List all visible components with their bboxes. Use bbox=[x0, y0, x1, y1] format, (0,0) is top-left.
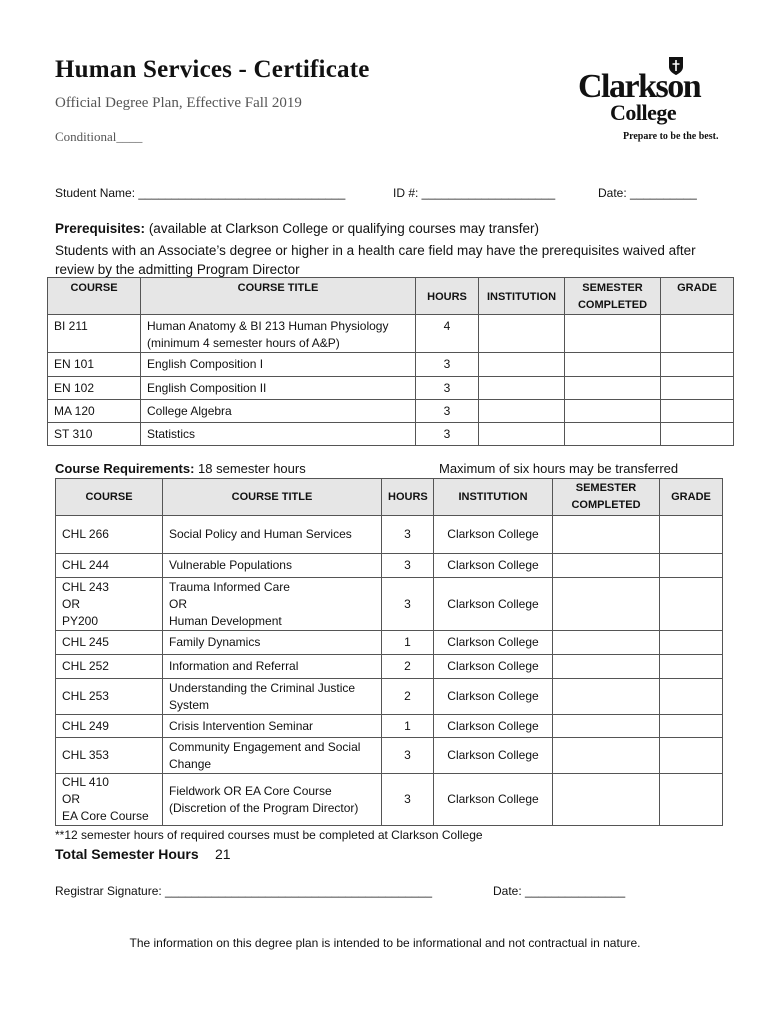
prerequisites-heading-note: (available at Clarkson College or qualifying courses may transfer) bbox=[148, 221, 539, 236]
table-row bbox=[56, 578, 723, 631]
course-title bbox=[163, 578, 382, 631]
course-title: Crisis Intervention Seminar bbox=[163, 715, 382, 738]
semester-cell[interactable] bbox=[553, 516, 660, 554]
grade-cell[interactable] bbox=[661, 353, 734, 377]
course-code bbox=[56, 578, 163, 631]
col-hours: HOURS bbox=[382, 479, 434, 516]
course-title: English Composition II bbox=[141, 377, 416, 400]
institution-cell[interactable] bbox=[479, 400, 565, 423]
course-title-line: OR bbox=[169, 596, 187, 611]
course-code: CHL 353 bbox=[56, 738, 163, 774]
course-hours: 3 bbox=[382, 738, 434, 774]
course-code: EN 102 bbox=[48, 377, 141, 400]
semester-cell[interactable] bbox=[553, 774, 660, 826]
required-hours-footnote: **12 semester hours of required courses must be completed at Clarkson College bbox=[55, 828, 483, 842]
course-title bbox=[163, 738, 382, 774]
disclaimer: The information on this degree plan is intended to be informational and not contractual in nature. bbox=[129, 936, 641, 950]
table-row bbox=[56, 631, 723, 655]
course-hours: 3 bbox=[416, 423, 479, 446]
course-code: MA 120 bbox=[48, 400, 141, 423]
course-hours: 4 bbox=[416, 315, 479, 353]
course-institution: Clarkson College bbox=[434, 554, 553, 578]
logo-name: Clarkson bbox=[578, 68, 701, 105]
table-row bbox=[56, 774, 723, 826]
course-code: CHL 244 bbox=[56, 554, 163, 578]
course-title-line: Human Development bbox=[169, 613, 282, 628]
course-institution: Clarkson College bbox=[434, 631, 553, 655]
course-code-line: EA Core Course bbox=[62, 809, 149, 823]
course-hours: 3 bbox=[416, 400, 479, 423]
registrar-date-field[interactable]: Date: _______________ bbox=[493, 884, 626, 898]
course-hours: 1 bbox=[382, 715, 434, 738]
semester-cell[interactable] bbox=[565, 423, 661, 446]
table-row bbox=[48, 377, 734, 400]
grade-cell[interactable] bbox=[661, 400, 734, 423]
course-title bbox=[141, 315, 416, 353]
grade-cell[interactable] bbox=[661, 377, 734, 400]
course-code: CHL 245 bbox=[56, 631, 163, 655]
course-title-line: Change bbox=[169, 756, 212, 771]
col-course-title: COURSE TITLE bbox=[141, 278, 416, 315]
table-row bbox=[48, 423, 734, 446]
col-course: COURSE bbox=[56, 479, 163, 516]
semester-cell[interactable] bbox=[553, 738, 660, 774]
prerequisites-heading bbox=[55, 221, 539, 236]
course-institution: Clarkson College bbox=[434, 679, 553, 715]
course-hours: 3 bbox=[382, 578, 434, 631]
course-title bbox=[163, 679, 382, 715]
course-institution: Clarkson College bbox=[434, 578, 553, 631]
course-title: Statistics bbox=[141, 423, 416, 446]
registrar-signature-field[interactable]: Registrar Signature: ________________________________________ bbox=[55, 884, 433, 898]
course-title-line: Understanding the Criminal Justice bbox=[169, 680, 356, 695]
course-institution: Clarkson College bbox=[434, 774, 553, 826]
course-hours: 3 bbox=[382, 554, 434, 578]
course-title: Vulnerable Populations bbox=[163, 554, 382, 578]
semester-cell[interactable] bbox=[565, 315, 661, 353]
col-institution: INSTITUTION bbox=[479, 278, 565, 315]
table-row bbox=[48, 400, 734, 423]
table-row bbox=[56, 554, 723, 578]
requirements-heading bbox=[55, 461, 306, 476]
course-title-line: Community Engagement and Social bbox=[169, 739, 361, 754]
col-grade: GRADE bbox=[660, 479, 723, 516]
requirements-table bbox=[55, 478, 723, 826]
requirements-hours: 18 semester hours bbox=[198, 461, 306, 476]
course-hours: 2 bbox=[382, 655, 434, 679]
page-title: Human Services - Certificate bbox=[55, 56, 370, 83]
semester-cell[interactable] bbox=[553, 554, 660, 578]
course-code: CHL 266 bbox=[56, 516, 163, 554]
table-row bbox=[48, 353, 734, 377]
institution-cell[interactable] bbox=[479, 377, 565, 400]
table-row bbox=[56, 655, 723, 679]
course-institution: Clarkson College bbox=[434, 738, 553, 774]
course-title: English Composition I bbox=[141, 353, 416, 377]
course-title-line: System bbox=[169, 697, 210, 712]
clarkson-college-logo bbox=[578, 56, 723, 146]
semester-cell[interactable] bbox=[553, 631, 660, 655]
course-code: ST 310 bbox=[48, 423, 141, 446]
course-code-line: CHL 243 bbox=[62, 579, 109, 594]
course-institution: Clarkson College bbox=[434, 655, 553, 679]
semester-cell[interactable] bbox=[565, 377, 661, 400]
col-semester-completed: SEMESTER COMPLETED bbox=[553, 479, 660, 516]
course-code: BI 211 bbox=[48, 315, 141, 353]
semester-cell[interactable] bbox=[553, 655, 660, 679]
course-hours: 1 bbox=[382, 631, 434, 655]
grade-cell[interactable] bbox=[660, 578, 723, 631]
course-title: Family Dynamics bbox=[163, 631, 382, 655]
conditional-field[interactable]: Conditional____ bbox=[55, 129, 143, 144]
table-row bbox=[56, 715, 723, 738]
course-title bbox=[163, 774, 382, 826]
course-code: CHL 252 bbox=[56, 655, 163, 679]
grade-cell[interactable] bbox=[660, 655, 723, 679]
semester-cell[interactable] bbox=[553, 715, 660, 738]
semester-cell[interactable] bbox=[565, 400, 661, 423]
col-grade: GRADE bbox=[661, 278, 734, 315]
course-institution: Clarkson College bbox=[434, 715, 553, 738]
course-title-line: (minimum 4 semester hours of A&P) bbox=[147, 336, 340, 350]
table-header-row bbox=[56, 479, 723, 516]
course-hours: 3 bbox=[382, 516, 434, 554]
grade-cell[interactable] bbox=[660, 738, 723, 774]
semester-cell[interactable] bbox=[553, 578, 660, 631]
col-hours: HOURS bbox=[416, 278, 479, 315]
transfer-max-note: Maximum of six hours may be transferred bbox=[439, 461, 679, 476]
semester-cell[interactable] bbox=[565, 353, 661, 377]
grade-cell[interactable] bbox=[661, 315, 734, 353]
institution-cell[interactable] bbox=[479, 353, 565, 377]
grade-cell[interactable] bbox=[660, 516, 723, 554]
course-hours: 3 bbox=[416, 353, 479, 377]
grade-cell[interactable] bbox=[660, 554, 723, 578]
course-title-line: Trauma Informed Care bbox=[169, 579, 290, 594]
course-code-line: OR bbox=[62, 596, 80, 611]
institution-cell[interactable] bbox=[479, 315, 565, 353]
course-institution: Clarkson College bbox=[434, 516, 553, 554]
grade-cell[interactable] bbox=[661, 423, 734, 446]
course-hours: 3 bbox=[416, 377, 479, 400]
col-institution: INSTITUTION bbox=[434, 479, 553, 516]
course-hours: 3 bbox=[382, 774, 434, 826]
course-title-line: (Discretion of the Program Director) bbox=[169, 800, 359, 815]
course-code-line: CHL 410 bbox=[62, 775, 109, 789]
table-row bbox=[56, 679, 723, 715]
course-title-line: Human Anatomy & BI 213 Human Physiology bbox=[147, 319, 389, 333]
col-course-title: COURSE TITLE bbox=[163, 479, 382, 516]
course-code-line: PY200 bbox=[62, 613, 99, 628]
student-date-field[interactable]: Date: __________ bbox=[598, 186, 697, 200]
prerequisites-label: Prerequisites: bbox=[55, 221, 146, 236]
col-course: COURSE bbox=[48, 278, 141, 315]
logo-tagline: Prepare to be the best. bbox=[623, 131, 719, 142]
course-code: EN 101 bbox=[48, 353, 141, 377]
table-row bbox=[48, 315, 734, 353]
page-subtitle: Official Degree Plan, Effective Fall 2019 bbox=[55, 95, 302, 111]
course-code: CHL 249 bbox=[56, 715, 163, 738]
student-name-field[interactable]: Student Name: _______________________________ bbox=[55, 186, 346, 200]
course-title: Information and Referral bbox=[163, 655, 382, 679]
course-hours: 2 bbox=[382, 679, 434, 715]
course-title: College Algebra bbox=[141, 400, 416, 423]
semester-cell[interactable] bbox=[553, 679, 660, 715]
grade-cell[interactable] bbox=[660, 715, 723, 738]
col-semester-completed: SEMESTER COMPLETED bbox=[565, 278, 661, 315]
grade-cell[interactable] bbox=[660, 631, 723, 655]
grade-cell[interactable] bbox=[660, 679, 723, 715]
course-code: CHL 253 bbox=[56, 679, 163, 715]
total-hours-value: 21 bbox=[215, 846, 231, 862]
table-row bbox=[56, 738, 723, 774]
prerequisites-table bbox=[47, 277, 734, 446]
institution-cell[interactable] bbox=[479, 423, 565, 446]
table-row bbox=[56, 516, 723, 554]
grade-cell[interactable] bbox=[660, 774, 723, 826]
course-code-line: OR bbox=[62, 792, 80, 806]
course-title: Social Policy and Human Services bbox=[163, 516, 382, 554]
total-hours-label: Total Semester Hours bbox=[55, 846, 199, 862]
course-code bbox=[56, 774, 163, 826]
student-id-field[interactable]: ID #: ____________________ bbox=[393, 186, 556, 200]
table-header-row bbox=[48, 278, 734, 315]
prerequisites-note: Students with an Associate’s degree or higher in a health care field may have the prerequisites waived after review by the admitting Program Director bbox=[55, 243, 696, 277]
course-title-line: Fieldwork OR EA Core Course bbox=[169, 783, 332, 798]
requirements-label: Course Requirements: bbox=[55, 461, 195, 476]
logo-sub: College bbox=[610, 100, 677, 125]
